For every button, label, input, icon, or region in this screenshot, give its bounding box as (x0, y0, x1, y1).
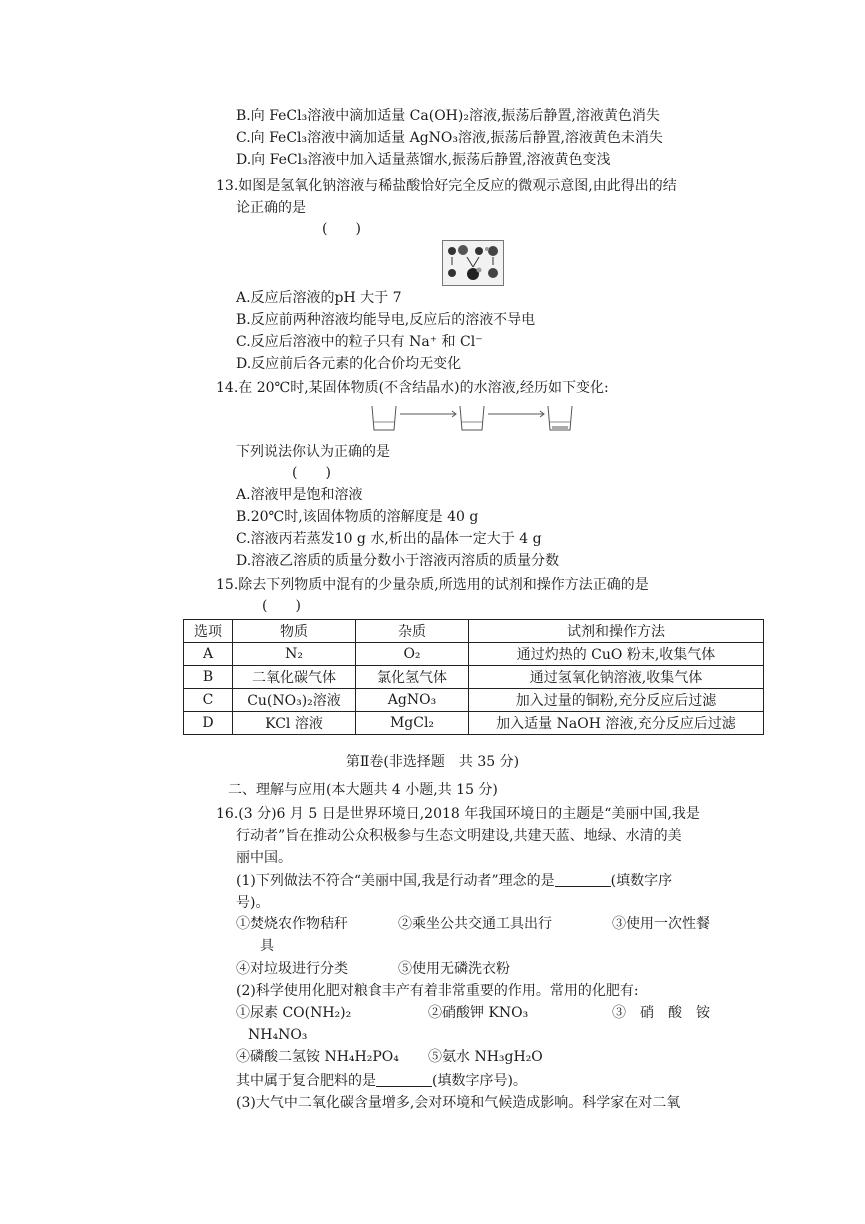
table-cell: 通过氢氧化钠溶液,收集气体 (469, 666, 764, 689)
table-cell: 加入适量 NaOH 溶液,充分反应后过滤 (469, 712, 764, 735)
answer-blank[interactable] (555, 872, 611, 887)
q16-part1-text: (1)下列做法不符合“美丽中国,我是行动者”理念的是 (236, 873, 555, 889)
q13-stem: 13.如图是氢氧化钠溶液与稀盐酸恰好完全反应的微观示意图,由此得出的结 (216, 178, 677, 194)
header-cell: 物质 (233, 620, 356, 643)
reaction-microscopic-figure (442, 240, 504, 286)
table-cell: MgCl₂ (356, 712, 469, 735)
header-cell: 选项 (184, 620, 233, 643)
table-cell: A (184, 643, 233, 666)
table-cell: O₂ (356, 643, 469, 666)
section-heading: 二、理解与应用(本大题共 4 小题,共 15 分) (228, 782, 498, 798)
q16-option-5: ⑤使用无磷洗衣粉 (398, 961, 510, 977)
fertilizer-3: ③ 硝 酸 铵 (612, 1005, 710, 1021)
q16-part1 (236, 871, 672, 891)
q16-part2-question (236, 1071, 527, 1091)
q14-stem-cont: 下列说法你认为正确的是 (236, 444, 390, 460)
q13-answer-paren: ( ) (322, 221, 361, 237)
table-cell: KCl 溶液 (233, 712, 356, 735)
part2-title: 第Ⅱ卷(非选择题 共 35 分) (345, 754, 520, 770)
q16-option-3: ③使用一次性餐 (612, 916, 710, 932)
q16-part3: (3)大气中二氧化碳含量增多,会对环境和气候造成影响。科学家在对二氧 (236, 1095, 681, 1111)
q13-option-a: A.反应后溶液的pH 大于 7 (236, 290, 402, 306)
q16-stem-end: 丽中国。 (236, 850, 292, 866)
fertilizer-5: ⑤氨水 NH₃gH₂O (428, 1049, 543, 1065)
table-row (184, 666, 764, 689)
table-cell: Cu(NO₃)₂溶液 (233, 689, 356, 712)
q16-stem-cont: 行动者”旨在推动公众积极参与生态文明建设,共建天蓝、地绿、水清的美 (236, 828, 682, 844)
q16-stem: 16.(3 分)6 月 5 日是世界环境日,2018 年我国环境日的主题是“美丽中国,我是 (216, 806, 700, 822)
q16-option-1: ①焚烧农作物秸秆 (236, 916, 348, 932)
q12-option-c: C.向 FeCl₃溶液中滴加适量 AgNO₃溶液,振荡后静置,溶液黄色未消失 (236, 130, 663, 146)
q16-option-4: ④对垃圾进行分类 (236, 961, 348, 977)
table-cell: B (184, 666, 233, 689)
q16-part1-hint: (填数字序 (610, 873, 673, 889)
q16-part2: (2)科学使用化肥对粮食丰产有着非常重要的作用。常用的化肥有: (236, 983, 639, 999)
answer-blank[interactable] (376, 1072, 432, 1087)
q13-stem-cont: 论正确的是 (236, 200, 306, 216)
solution-process-figure (368, 402, 578, 436)
table-cell: AgNO₃ (356, 689, 469, 712)
q12-option-d: D.向 FeCl₃溶液中加入适量蒸馏水,振荡后静置,溶液黄色变浅 (236, 152, 611, 168)
q13-option-d: D.反应前后各元素的化合价均无变化 (236, 356, 462, 372)
q15-answer-paren: ( ) (262, 598, 301, 614)
q16-part2-text: 其中属于复合肥料的是 (236, 1073, 376, 1089)
table-cell: 加入过量的铜粉,充分反应后过滤 (469, 689, 764, 712)
q14-option-c: C.溶液丙若蒸发10 g 水,析出的晶体一定大于 4 g (236, 531, 542, 547)
header-cell: 杂质 (356, 620, 469, 643)
q15-stem: 15.除去下列物质中混有的少量杂质,所选用的试剂和操作方法正确的是 (216, 577, 649, 593)
q13-option-c: C.反应后溶液中的粒子只有 Na⁺ 和 Cl⁻ (236, 334, 483, 350)
q14-option-b: B.20℃时,该固体物质的溶解度是 40 g (236, 509, 479, 525)
fertilizer-2: ②硝酸钾 KNO₃ (428, 1005, 529, 1021)
header-cell: 试剂和操作方法 (469, 620, 764, 643)
fertilizer-4: ④磷酸二氢铵 NH₄H₂PO₄ (236, 1049, 399, 1065)
table-row (184, 712, 764, 735)
q14-option-a: A.溶液甲是饱和溶液 (236, 487, 363, 503)
q14-stem: 14.在 20℃时,某固体物质(不含结晶水)的水溶液,经历如下变化: (216, 380, 609, 396)
table-cell: 通过灼热的 CuO 粉末,收集气体 (469, 643, 764, 666)
q16-option-2: ②乘坐公共交通工具出行 (398, 916, 552, 932)
q15-options-table (183, 619, 764, 735)
q16-option-3-cont: 具 (260, 938, 274, 954)
q14-option-d: D.溶液乙溶质的质量分数小于溶液丙溶质的质量分数 (236, 553, 560, 569)
table-header-row (184, 620, 764, 643)
q14-answer-paren: ( ) (292, 465, 331, 481)
table-cell: D (184, 712, 233, 735)
table-cell: C (184, 689, 233, 712)
table-cell: 氯化氢气体 (356, 666, 469, 689)
q16-part2-hint: (填数字序号)。 (432, 1073, 527, 1089)
q16-part1-end: 号)。 (236, 895, 270, 911)
q12-option-b: B.向 FeCl₃溶液中滴加适量 Ca(OH)₂溶液,振荡后静置,溶液黄色消失 (236, 108, 660, 124)
q13-option-b: B.反应前两种溶液均能导电,反应后的溶液不导电 (236, 312, 536, 328)
fertilizer-3-formula: NH₄NO₃ (248, 1027, 308, 1043)
fertilizer-1: ①尿素 CO(NH₂)₂ (236, 1005, 352, 1021)
table-row (184, 689, 764, 712)
table-cell: 二氧化碳气体 (233, 666, 356, 689)
table-row (184, 643, 764, 666)
table-cell: N₂ (233, 643, 356, 666)
